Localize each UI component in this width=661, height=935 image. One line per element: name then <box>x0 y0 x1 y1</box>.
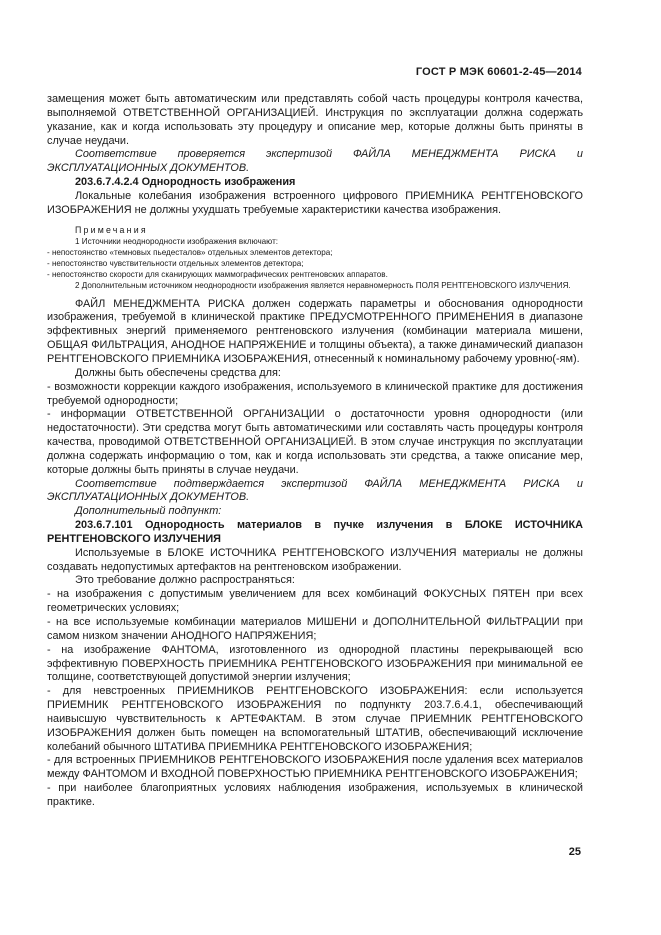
paragraph: замещения может быть автоматическим или представлять собой часть процедуры контроля качества, выполняемой ОТВЕТСТВЕННОЙ ОРГАНИЗАЦИЕЙ. Инструкция по эксплуатации должна содержать указание, как и когда использовать эту процедуру и описание мер, которые должны быть приняты в случае неудачи. <box>47 93 583 147</box>
document-header: ГОСТ Р МЭК 60601-2-45—2014 <box>415 66 582 78</box>
list-item: - возможности коррекции каждого изображения, используемого в клинической практике для достижения требуемой однородности; <box>47 380 583 407</box>
note-item: 2 Дополнительным источником неоднородности изображения является неравномерность ПОЛЯ РЕНТГЕНОВСКОГО ИЗЛУЧЕНИЯ. <box>75 280 571 290</box>
paragraph: Должны быть обеспечены средства для: <box>75 366 281 379</box>
note-list-item: - непостоянство «темновых пьедесталов» отдельных элементов детектора; <box>47 247 333 257</box>
compliance-statement-end: ЭКСПЛУАТАЦИОННЫХ ДОКУМЕНТОВ. <box>47 491 250 504</box>
note-item: 1 Источники неоднородности изображения включают: <box>75 236 279 246</box>
note-list-item: - непостоянство чувствительности отдельных элементов детектора; <box>47 258 304 268</box>
page-number: 25 <box>568 846 581 858</box>
list-item: - для встроенных ПРИЕМНИКОВ РЕНТГЕНОВСКОГО ИЗОБРАЖЕНИЯ после удаления всех материалов между ФАНТОМОМ И ВХОДНОЙ ПОВЕРХНОСТЬЮ ПРИЕМНИКА РЕНТГЕНОВСКОГО ИЗОБРАЖЕНИЯ; <box>47 754 583 781</box>
compliance-statement: Соответствие проверяется экспертизой ФАЙЛА МЕНЕДЖМЕНТА РИСКА и <box>75 148 583 161</box>
additional-subclause-label: Дополнительный подпункт: <box>75 505 222 518</box>
paragraph: Используемые в БЛОКЕ ИСТОЧНИКА РЕНТГЕНОВСКОГО ИЗЛУЧЕНИЯ материалы не должны создавать недопустимых артефактов на рентгеновском изображении. <box>47 546 583 573</box>
paragraph: ФАЙЛ МЕНЕДЖМЕНТА РИСКА должен содержать параметры и обоснования однородности изображения, требуемой в клинической практике ПРЕДУСМОТРЕННОГО ПРИМЕНЕНИЯ в диапазоне эффективных энергий применяемого рентгеновского излучения (комбинации материала мишени, ОБЩАЯ ФИЛЬТРАЦИЯ, АНОДНОЕ НАПРЯЖЕНИЕ и толщины объекта), а также динамический диапазон РЕНТГЕНОВСКОГО ПРИЕМНИКА ИЗОБРАЖЕНИЯ, отнесенный к номинальному рабочему уровню(-ям). <box>47 297 583 365</box>
compliance-statement: Соответствие подтверждается экспертизой ФАЙЛА МЕНЕДЖМЕНТА РИСКА и <box>75 477 583 490</box>
list-item: - информации ОТВЕТСТВЕННОЙ ОРГАНИЗАЦИИ о достаточности уровня однородности (или недостаточности). Эти средства могут быть автоматическими или составлять часть процедуры контроля качества, проводимой ОТВЕТСТВЕННОЙ ОРГАНИЗАЦИЕЙ. В этом случае инструкция по эксплуатации должна содержать информацию о том, как и когда использовать эти средства, а также описание мер, которые должны быть приняты в случае неудачи. <box>47 408 583 476</box>
paragraph: Это требование должно распространяться: <box>75 574 295 587</box>
document-body <box>47 93 583 810</box>
list-item: - при наиболее благоприятных условиях наблюдения изображения, используемых в клинической практике. <box>47 782 583 808</box>
section-heading: 203.6.7.4.2.4 Однородность изображения <box>75 176 296 189</box>
list-item: - для невстроенных ПРИЕМНИКОВ РЕНТГЕНОВСКОГО ИЗОБРАЖЕНИЯ: если используется ПРИЕМНИК РЕНТГЕНОВСКОГО ИЗОБРАЖЕНИЯ по подпункту 203.7.6.4.1, обеспечивающий наивысшую чувствительность к АРТЕФАКТАМ. В этом случае ПРИЕМНИК РЕНТГЕНОВСКОГО ИЗОБРАЖЕНИЯ должен быть помещен на вспомогательный ШТАТИВ, обеспечивающий исключение колебаний обычного ШТАТИВА ПРИЕМНИКА РЕНТГЕНОВСКОГО ИЗОБРАЖЕНИЯ; <box>47 685 583 753</box>
paragraph: Локальные колебания изображения встроенного цифрового ПРИЕМНИКА РЕНТГЕНОВСКОГО ИЗОБРАЖЕНИЯ не должны ухудшать требуемые характеристики качества изображения. <box>47 189 583 216</box>
note-list-item: - непостоянство скорости для сканирующих маммографических рентгеновских аппаратов. <box>47 269 388 279</box>
compliance-statement-end: ЭКСПЛУАТАЦИОННЫХ ДОКУМЕНТОВ. <box>47 162 250 175</box>
list-item: - на изображения с допустимым увеличением для всех комбинаций ФОКУСНЫХ ПЯТЕН при всех геометрических условиях; <box>47 588 583 615</box>
list-item: - на все используемые комбинации материалов МИШЕНИ и ДОПОЛНИТЕЛЬНОЙ ФИЛЬТРАЦИИ при самом низком значении АНОДНОГО НАПРЯЖЕНИЯ; <box>47 616 583 642</box>
section-heading: 203.6.7.101 Однородность материалов в пучке излучения в БЛОКЕ ИСТОЧНИКА РЕНТГЕНОВСКОГО ИЗЛУЧЕНИЯ <box>47 519 583 545</box>
notes-heading: Примечания <box>75 224 148 235</box>
list-item: - на изображение ФАНТОМА, изготовленного из однородной пластины перекрывающей всю эффективную ПОВЕРХНОСТЬ ПРИЕМНИКА РЕНТГЕНОВСКОГО ИЗОБРАЖЕНИЯ при минимальной ее толщине, соответствующей допустимой энергии излучения; <box>47 643 583 684</box>
